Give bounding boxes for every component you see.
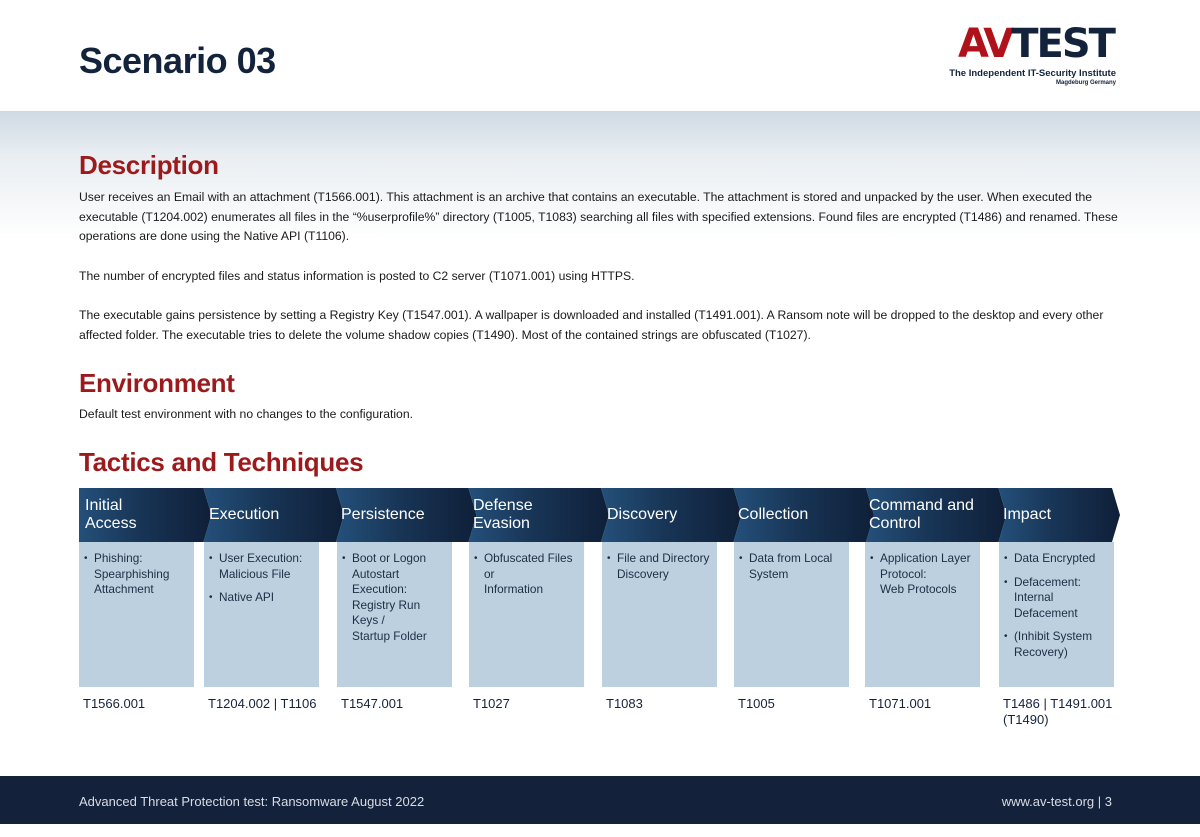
tactic-heading: Impact xyxy=(1003,506,1052,523)
technique-list xyxy=(474,551,580,598)
technique-item: • File and Directory Discovery xyxy=(607,551,713,582)
environment-text: Default test environment with no changes to the configuration. xyxy=(79,407,414,421)
description-paragraph-1: User receives an Email with an attachment (T1566.001). This attachment is an archive that contains an executable. The attachment is stored and unpacked by the user. When executed the executable (T1204.002) enumerates all files in the “%userprofile%” directory (T1005, T1083) searching all files with specified extensions. Found files are encrypted (T1486) and renamed. These operations are done using the Native API (T1106). xyxy=(79,190,1118,243)
technique-item: • Phishing: Spearphishing Attachment xyxy=(84,551,190,598)
technique-box xyxy=(734,542,849,687)
logo-av-text: AV xyxy=(958,21,1012,67)
technique-list xyxy=(739,551,845,582)
technique-ids: T1005 xyxy=(738,696,775,711)
technique-box xyxy=(337,542,452,687)
description-paragraph-2: The number of encrypted files and status information is posted to C2 server (T1071.001) using HTTPS. xyxy=(79,269,635,283)
technique-box xyxy=(204,542,319,687)
page-header xyxy=(0,0,1200,111)
tactics-table xyxy=(79,488,1124,738)
tactic-heading: Command and Control xyxy=(869,497,974,532)
footer-report-title: Advanced Threat Protection test: Ransomware August 2022 xyxy=(79,794,425,809)
technique-item: • Obfuscated Files or Information xyxy=(474,551,580,598)
description-heading: Description xyxy=(79,150,219,180)
environment-heading: Environment xyxy=(79,368,235,398)
technique-box xyxy=(602,542,717,687)
tactic-heading: Execution xyxy=(209,506,280,523)
technique-list xyxy=(342,551,448,644)
logo-wordmark xyxy=(958,21,1114,67)
technique-box xyxy=(79,542,194,687)
technique-box xyxy=(865,542,980,687)
technique-item: • Application Layer Protocol: Web Protocols xyxy=(870,551,976,598)
technique-ids: T1547.001 xyxy=(341,696,404,711)
technique-ids: T1071.001 xyxy=(869,696,932,711)
technique-list xyxy=(870,551,976,598)
technique-item: • Data from Local System xyxy=(739,551,845,582)
technique-ids: T1566.001 xyxy=(83,696,146,711)
technique-list xyxy=(607,551,713,582)
page-footer xyxy=(0,776,1200,824)
logo-tagline: The Independent IT-Security Institute xyxy=(949,68,1116,79)
technique-ids: T1486 | T1491.001 (T1490) xyxy=(1003,696,1113,727)
tactic-heading: Defense Evasion xyxy=(473,497,533,532)
logo-test-text: TEST xyxy=(1011,21,1114,67)
technique-list xyxy=(209,551,315,606)
technique-item: • Data Encrypted xyxy=(1004,551,1110,567)
technique-ids: T1027 xyxy=(473,696,510,711)
technique-box xyxy=(469,542,584,687)
technique-item: • User Execution: Malicious File xyxy=(209,551,315,582)
technique-item: • Native API xyxy=(209,590,315,606)
technique-ids: T1204.002 | T1106 xyxy=(208,696,317,711)
technique-item: • Boot or Logon Autostart Execution: Registry Run Keys / Startup Folder xyxy=(342,551,448,644)
technique-box xyxy=(999,542,1114,687)
technique-ids: T1083 xyxy=(606,696,643,711)
description-paragraph-3: The executable gains persistence by setting a Registry Key (T1547.001). A wallpaper is downloaded and installed (T1491.001). A Ransom note will be dropped to the desktop and every other affected folder. The executable tries to delete the volume shadow copies (T1490). Most of the contained strings are obfuscated (T1027). xyxy=(79,308,1104,342)
technique-list xyxy=(84,551,190,598)
logo-location: Magdeburg Germany xyxy=(1055,80,1116,86)
tactic-heading: Persistence xyxy=(341,506,425,523)
av-test-logo xyxy=(949,21,1122,88)
page-title: Scenario 03 xyxy=(79,40,276,81)
tactic-heading: Discovery xyxy=(607,506,678,523)
technique-item: • (Inhibit System Recovery) xyxy=(1004,629,1110,660)
technique-list xyxy=(1004,551,1110,660)
tactic-heading: Initial Access xyxy=(85,497,137,532)
technique-item: • Defacement: Internal Defacement xyxy=(1004,575,1110,622)
tactics-heading: Tactics and Techniques xyxy=(79,447,364,477)
footer-page-link: www.av-test.org | 3 xyxy=(1001,794,1112,809)
tactic-heading: Collection xyxy=(738,506,809,523)
